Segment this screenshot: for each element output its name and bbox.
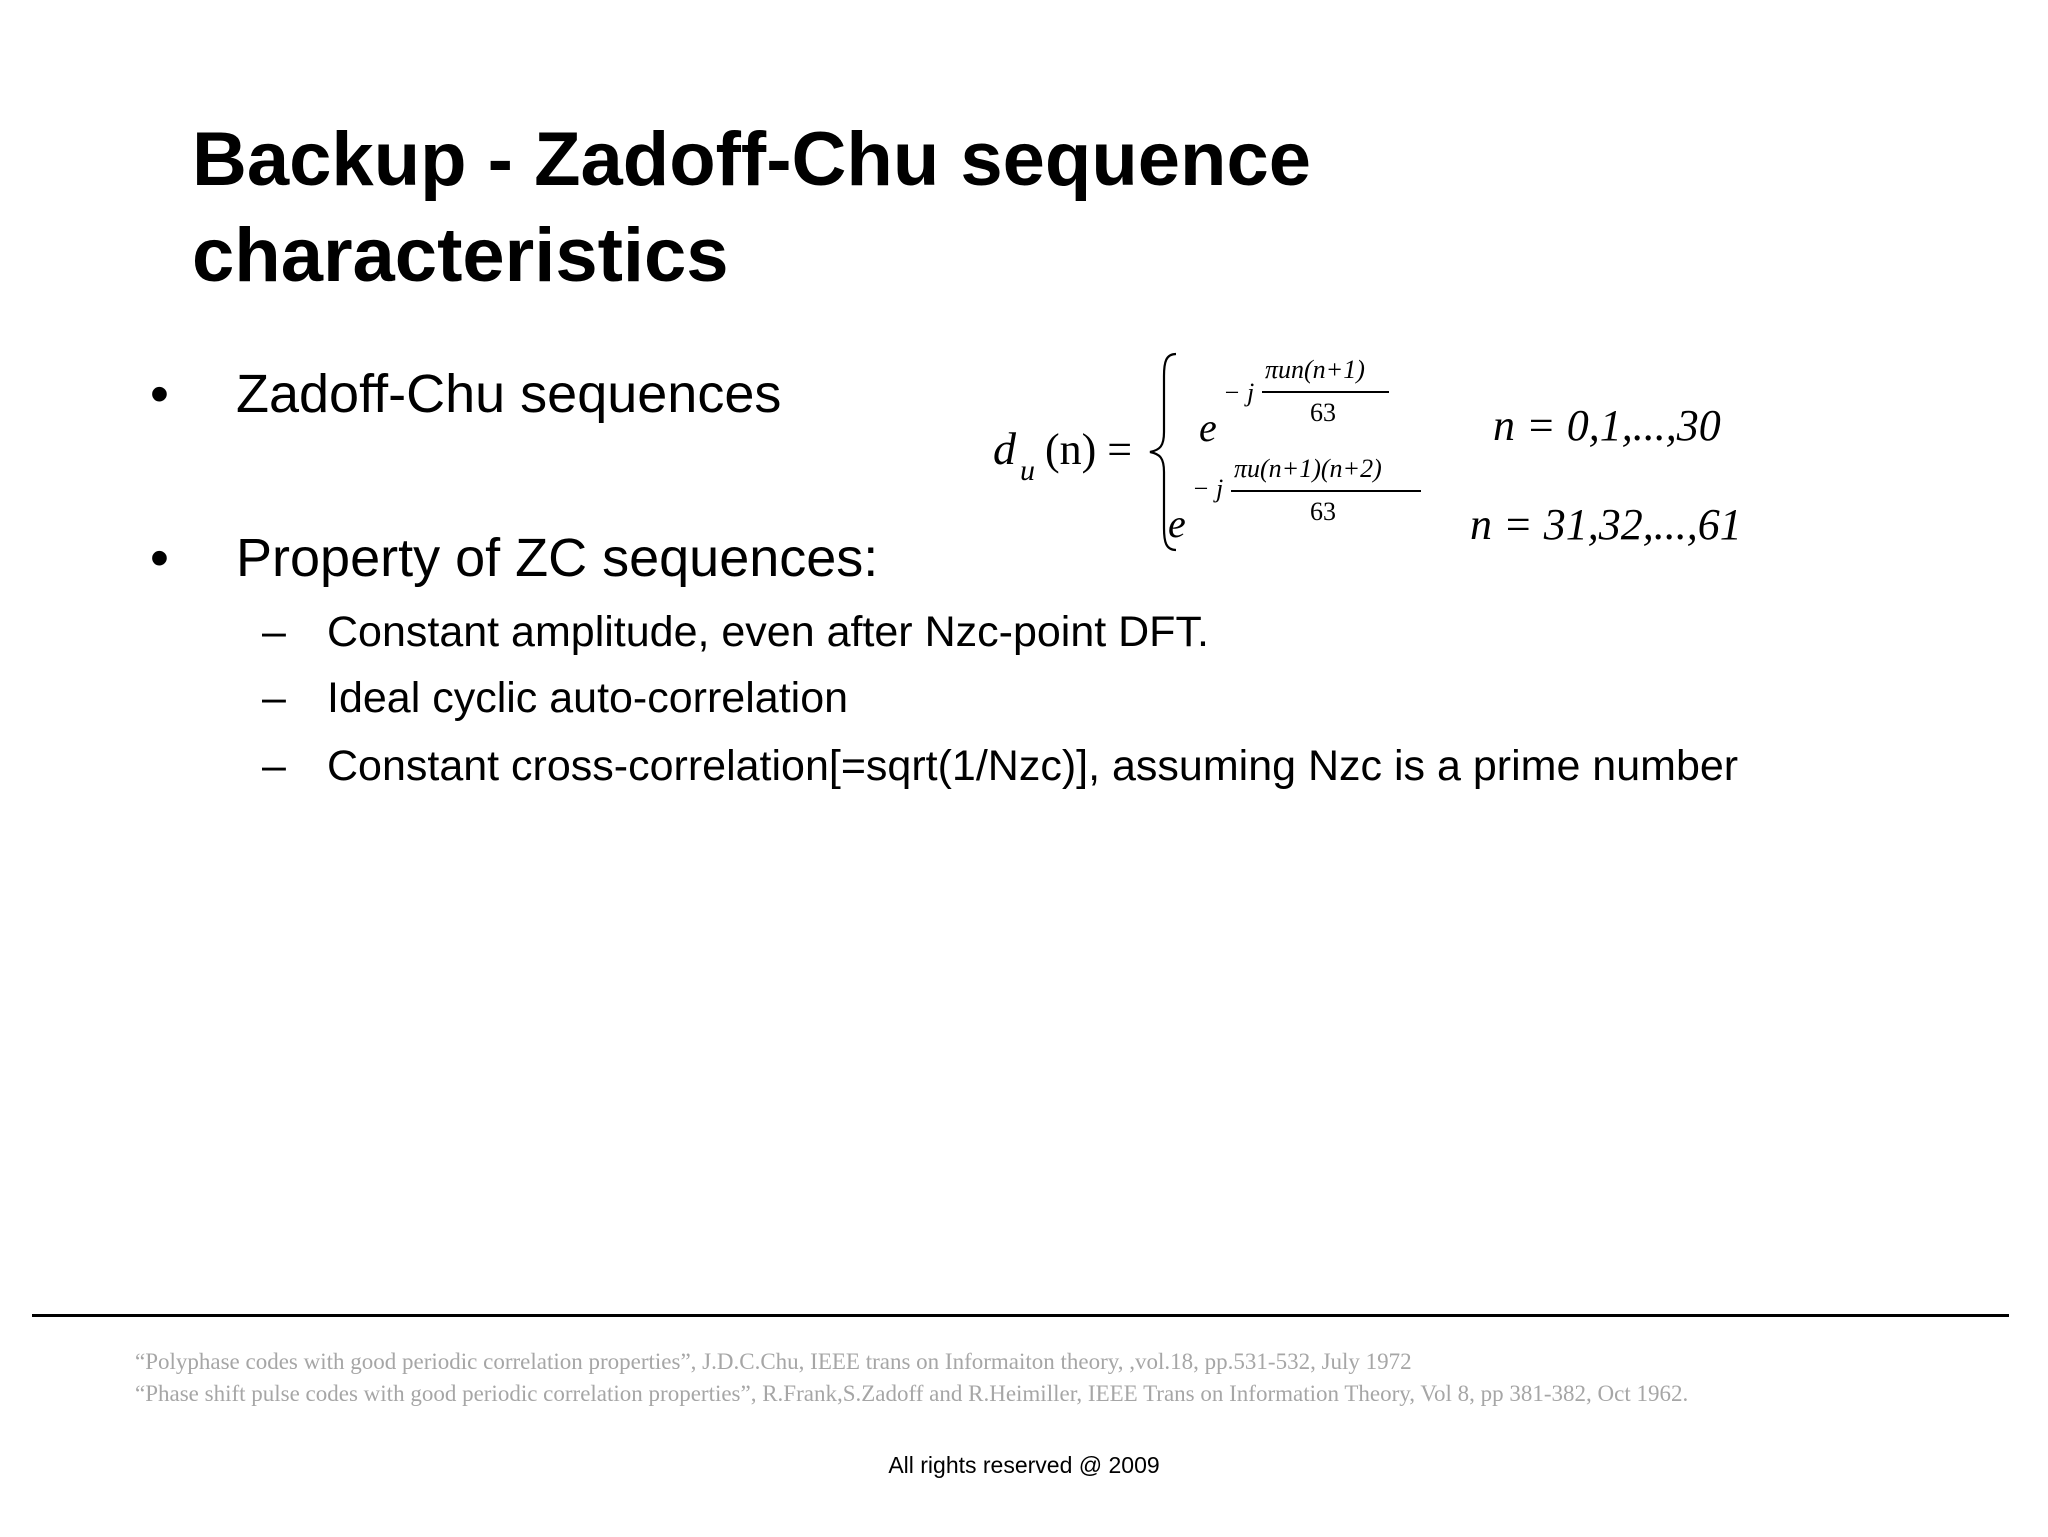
case2-numerator: πu(n+1)(n+2): [1234, 454, 1382, 483]
slide-title: [192, 112, 1792, 304]
slide-title-line-1: Backup - Zadoff-Chu sequence: [192, 117, 1311, 202]
bullet-marker: •: [150, 364, 169, 424]
case2-base-e: e: [1168, 501, 1186, 546]
case1-denominator: 63: [1310, 398, 1336, 427]
case1-neg-j: − j: [1223, 378, 1255, 407]
sub-bullet-text: Constant cross-correlation[=sqrt(1/Nzc)], assuming Nzc is a prime number: [327, 742, 1739, 790]
bullet-text: Property of ZC sequences:: [236, 528, 879, 588]
bullet-item: [150, 362, 781, 426]
bullet-item: [150, 526, 878, 590]
bullet-marker: •: [150, 528, 169, 588]
formula-lhs-subscript: u: [1020, 454, 1035, 487]
case1-fraction-bar: [1262, 391, 1389, 393]
case2-neg-j: − j: [1192, 474, 1224, 503]
copyright-footer: All rights reserved @ 2009: [888, 1452, 1160, 1478]
case2-denominator: 63: [1310, 497, 1336, 526]
sub-bullet-text: Constant amplitude, even after Nzc-point DFT.: [327, 608, 1209, 656]
formula-lhs-d: d: [993, 423, 1016, 474]
formula-lhs-argument: (n) =: [1045, 425, 1133, 474]
sub-bullet-marker: –: [262, 742, 286, 790]
bullet-text: Zadoff-Chu sequences: [236, 364, 782, 424]
reference-item: “Polyphase codes with good periodic correlation properties”, J.D.C.Chu, IEEE trans on Informaiton theory, ,vol.18, pp.531-532, July 1972: [135, 1349, 1412, 1374]
sub-bullet-item: [262, 606, 1209, 658]
case2-fraction-bar: [1231, 490, 1421, 492]
case1-numerator: πun(n+1): [1265, 355, 1365, 384]
slide-title-line-2: characteristics: [192, 213, 729, 298]
case1-condition: n = 0,1,...,30: [1493, 401, 1721, 450]
sub-bullet-item: [262, 740, 1738, 792]
sub-bullet-marker: –: [262, 674, 286, 722]
case1-base-e: e: [1199, 405, 1217, 450]
case2-condition: n = 31,32,...,61: [1470, 500, 1742, 549]
footer-divider: [32, 1314, 2009, 1317]
sub-bullet-marker: –: [262, 608, 286, 656]
sub-bullet-text: Ideal cyclic auto-correlation: [327, 674, 849, 722]
reference-item: “Phase shift pulse codes with good periodic correlation properties”, R.Frank,S.Zadoff and R.Heimiller, IEEE Trans on Information Theory, Vol 8, pp 381-382, Oct 1962.: [135, 1381, 1689, 1406]
sub-bullet-item: [262, 672, 848, 724]
